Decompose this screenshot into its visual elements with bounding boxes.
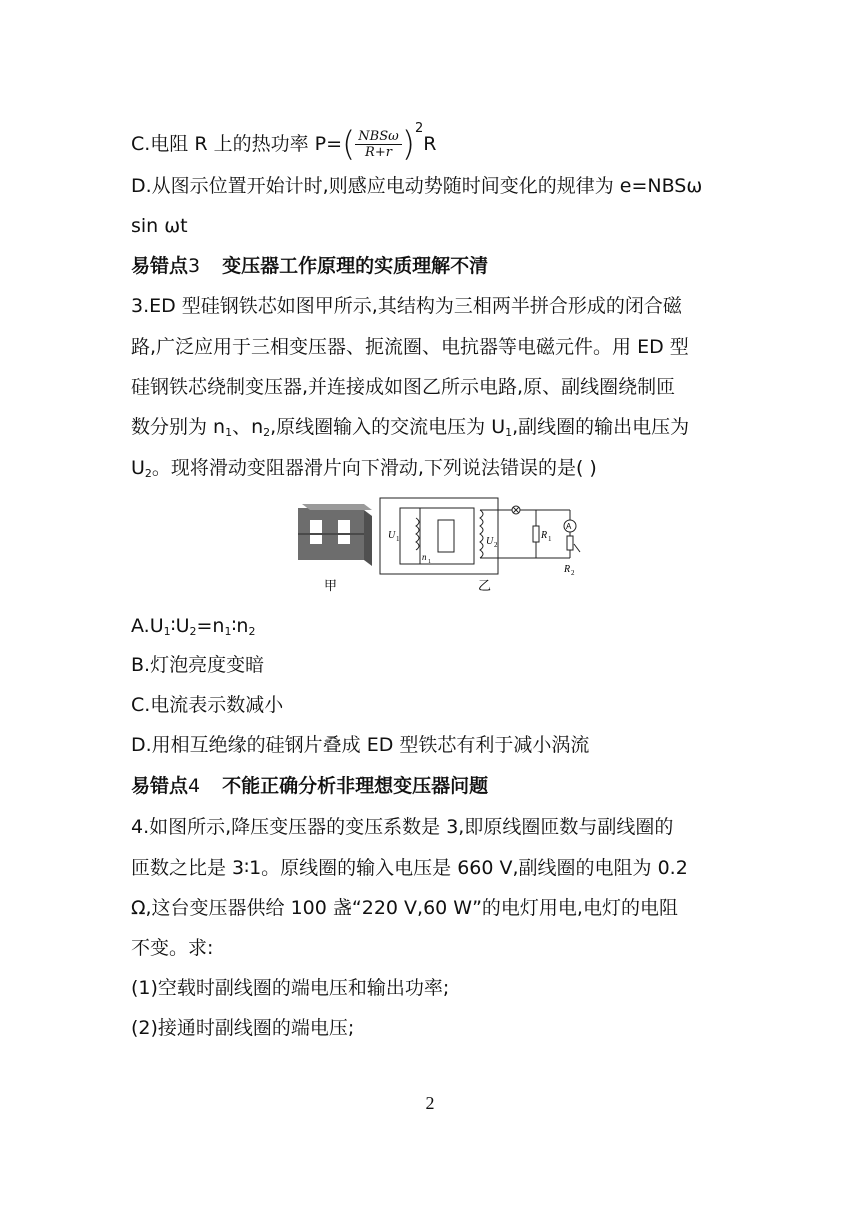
sub: 1 bbox=[163, 625, 171, 638]
ed-core-image bbox=[298, 504, 372, 566]
q3-line3: 硅钢铁芯绕制变压器,并连接成如图乙所示电路,原、副线圈绕制匝 bbox=[131, 376, 676, 398]
t: A.U bbox=[131, 615, 164, 637]
t: ,原线圈输入的交流电压为 U bbox=[270, 416, 506, 438]
circuit-figure bbox=[280, 496, 600, 596]
section-heading-3 bbox=[131, 253, 488, 279]
label-yi: 乙 bbox=[478, 579, 492, 594]
t: ,副线圈的输出电压为 bbox=[512, 416, 690, 438]
sub: 2 bbox=[144, 467, 152, 480]
q4-line4: 不变。求: bbox=[131, 937, 214, 959]
option-3a bbox=[131, 613, 255, 645]
sub: 1 bbox=[505, 426, 513, 439]
heading-title: 变压器工作原理的实质理解不清 bbox=[222, 255, 489, 277]
sub: 1 bbox=[224, 625, 232, 638]
q4-line1: 4.如图所示,降压变压器的变压系数是 3,即原线圈匝数与副线圈的 bbox=[131, 816, 674, 838]
t: U bbox=[131, 457, 145, 479]
heading-label: 易错点 bbox=[131, 255, 189, 277]
section-heading-4 bbox=[131, 773, 488, 799]
label-u2-sub: 2 bbox=[494, 541, 498, 549]
t: 数分别为 n bbox=[131, 416, 226, 438]
fraction-denominator: R+r bbox=[365, 145, 392, 160]
q3-line5 bbox=[131, 455, 597, 487]
label-r2-sub: 2 bbox=[571, 569, 575, 577]
heading-number: 3 bbox=[188, 255, 201, 277]
sub: 2 bbox=[248, 625, 256, 638]
label-u1: U bbox=[388, 530, 396, 541]
q4-line3: Ω,这台变压器供给 100 盏“220 V,60 W”的电灯用电,电灯的电阻 bbox=[131, 897, 678, 919]
option-c-text: C.电阻 R 上的热功率 P= bbox=[131, 133, 343, 155]
exponent: 2 bbox=[414, 121, 424, 136]
label-jia: 甲 bbox=[324, 579, 338, 594]
right-paren: ) bbox=[401, 124, 415, 165]
option-d-line2: sin ωt bbox=[131, 215, 188, 237]
label-n1: n bbox=[422, 552, 427, 562]
option-3b: B.灯泡亮度变暗 bbox=[131, 654, 265, 676]
q3-line2: 路,广泛应用于三相变压器、扼流圈、电抗器等电磁元件。用 ED 型 bbox=[131, 336, 689, 358]
label-u1-sub: 1 bbox=[396, 535, 400, 543]
q4-line5: (1)空载时副线圈的端电压和输出功率; bbox=[131, 977, 450, 999]
sub: 2 bbox=[189, 625, 197, 638]
sub: 1 bbox=[225, 426, 233, 439]
heading-number: 4 bbox=[188, 775, 201, 797]
left-paren: ( bbox=[342, 124, 356, 165]
q3-line4 bbox=[131, 414, 689, 446]
label-r1-sub: 1 bbox=[548, 535, 552, 543]
option-d-line1: D.从图示位置开始计时,则感应电动势随时间变化的规律为 e=NBSω bbox=[131, 175, 703, 197]
option-c-tail: R bbox=[423, 133, 437, 155]
option-3d: D.用相互绝缘的硅钢片叠成 ED 型铁芯有利于减小涡流 bbox=[131, 734, 590, 756]
label-ammeter: A bbox=[566, 522, 572, 531]
label-u2: U bbox=[486, 536, 494, 547]
q4-line2: 匝数之比是 3∶1。原线圈的输入电压是 660 V,副线圈的电阻为 0.2 bbox=[131, 857, 688, 879]
q3-line1: 3.ED 型硅钢铁芯如图甲所示,其结构为三相两半拼合形成的闭合磁 bbox=[131, 295, 682, 317]
t: ∶n bbox=[231, 615, 249, 637]
t: 。现将滑动变阻器滑片向下滑动,下列说法错误的是( ) bbox=[151, 457, 597, 479]
fraction bbox=[355, 129, 401, 160]
figure bbox=[280, 496, 600, 596]
q4-line6: (2)接通时副线圈的端电压; bbox=[131, 1017, 355, 1039]
fraction-numerator: NBSω bbox=[355, 129, 401, 145]
label-n1-sub: 1 bbox=[428, 559, 431, 565]
option-c bbox=[131, 116, 437, 165]
t: ∶U bbox=[170, 615, 190, 637]
sub: 2 bbox=[263, 426, 271, 439]
option-3c: C.电流表示数减小 bbox=[131, 694, 284, 716]
t: =n bbox=[196, 615, 225, 637]
page-number: 2 bbox=[425, 1093, 435, 1113]
label-r1: R bbox=[541, 530, 548, 541]
label-r2: R bbox=[564, 564, 571, 575]
heading-label: 易错点 bbox=[131, 775, 189, 797]
t: 、n bbox=[232, 416, 264, 438]
heading-title: 不能正确分析非理想变压器问题 bbox=[222, 775, 489, 797]
